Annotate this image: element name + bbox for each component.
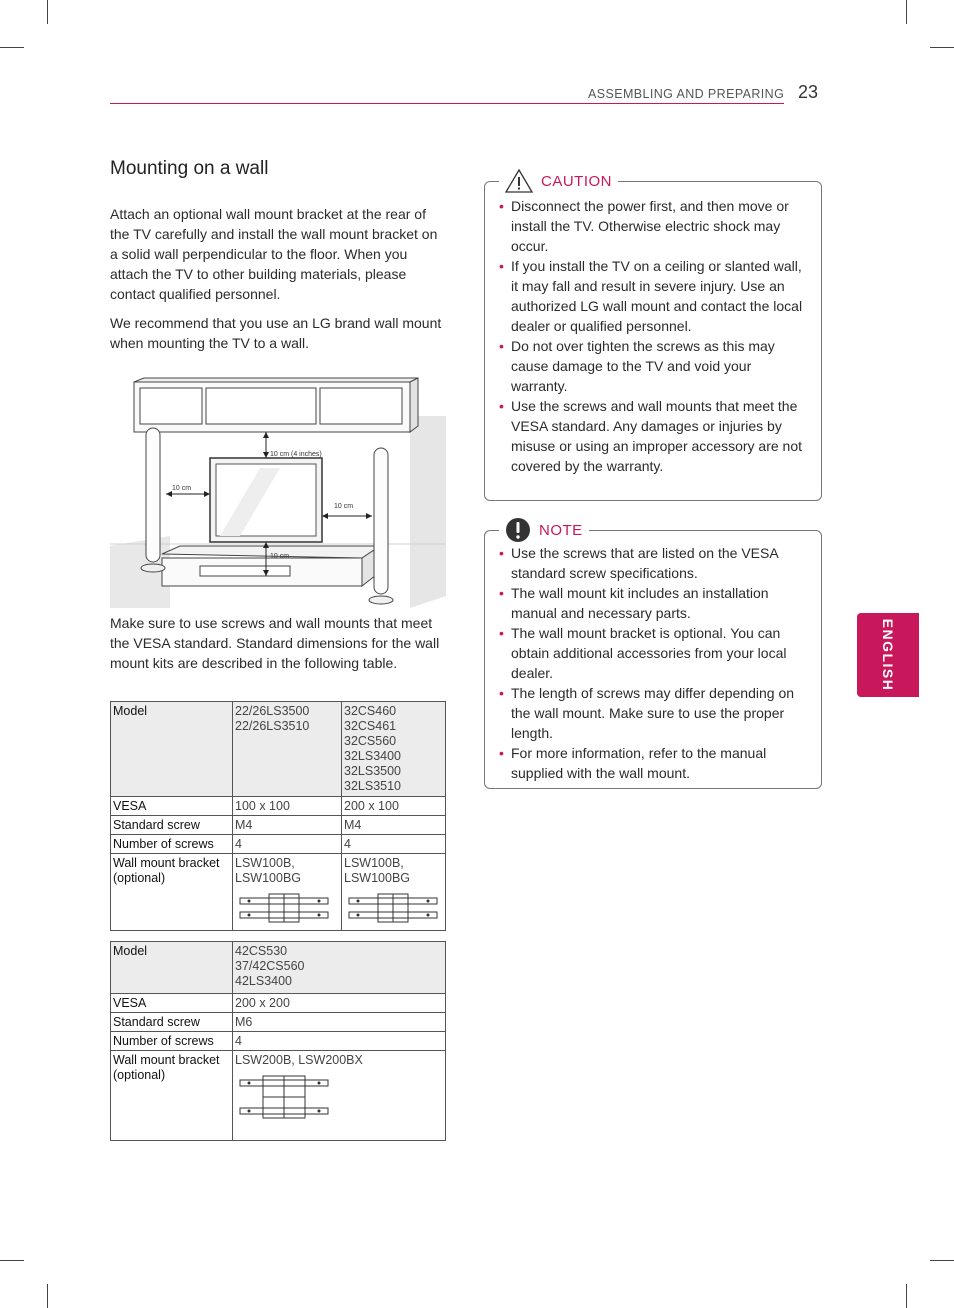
row-label-model: Model bbox=[111, 702, 233, 797]
header-section-title: ASSEMBLING AND PREPARING bbox=[588, 87, 785, 101]
wall-bracket-icon bbox=[239, 1074, 329, 1120]
list-item: • The wall mount bracket is optional. You can obtain additional accessories from your local dealer. bbox=[499, 625, 787, 681]
row-label-vesa: VESA bbox=[111, 994, 233, 1013]
list-item: • Disconnect the power first, and then move or install the TV. Otherwise electric shock may occur. bbox=[499, 198, 789, 254]
list-item-text: Do not over tighten the screws as this may cause damage to the TV and void your warranty. bbox=[511, 338, 775, 394]
model-cell: 42CS530 37/42CS560 42LS3400 bbox=[233, 942, 446, 994]
list-item-text: Use the screws and wall mounts that meet the VESA standard. Any damages or injuries by misuse or using an improper accessory are not covered by the warranty. bbox=[511, 398, 803, 474]
clearance-label-right: 10 cm bbox=[334, 503, 354, 510]
list-item: • For more information, refer to the manual supplied with the wall mount. bbox=[499, 745, 767, 781]
list-item-text: Disconnect the power first, and then move or install the TV. Otherwise electric shock may occur. bbox=[511, 198, 789, 254]
bracket-cell bbox=[233, 1051, 446, 1141]
note-box bbox=[484, 521, 822, 789]
row-label-wall-mount-bracket: Wall mount bracket (optional) bbox=[111, 1051, 233, 1141]
table-intro-paragraph: Make sure to use screws and wall mounts that meet the VESA standard. Standard dimensions for the wall mount kits are described in the following table. bbox=[110, 615, 440, 671]
vesa-spec-table-1 bbox=[110, 701, 446, 931]
warning-triangle-icon bbox=[505, 169, 533, 193]
vesa-cell: 100 x 100 bbox=[233, 797, 342, 816]
wall-mount-clearance-illustration bbox=[110, 376, 446, 608]
crop-mark bbox=[0, 1260, 24, 1261]
bracket-model-text: LSW100B, LSW100BG bbox=[344, 856, 411, 885]
list-item-text: For more information, refer to the manual supplied with the wall mount. bbox=[511, 745, 767, 781]
exclamation-circle-icon bbox=[505, 517, 531, 543]
list-item: • Do not over tighten the screws as this may cause damage to the TV and void your warranty. bbox=[499, 338, 775, 394]
row-label-vesa: VESA bbox=[111, 797, 233, 816]
row-label-number-of-screws: Number of screws bbox=[111, 1032, 233, 1051]
caution-title: CAUTION bbox=[541, 172, 612, 190]
crop-mark bbox=[0, 47, 24, 48]
list-item: • The length of screws may differ depending on the wall mount. Make sure to use the proper length. bbox=[499, 685, 795, 741]
crop-mark bbox=[47, 0, 48, 24]
bracket-cell bbox=[233, 854, 342, 931]
caution-list bbox=[499, 196, 809, 476]
caution-header bbox=[499, 168, 618, 194]
clearance-label-bottom: 10 cm bbox=[270, 553, 290, 560]
list-item-text: If you install the TV on a ceiling or slanted wall, it may fall and result in severe injury. Use an authorized LG wall mount and contact the local dealer or qualified personnel. bbox=[511, 258, 803, 334]
row-label-wall-mount-bracket: Wall mount bracket (optional) bbox=[111, 854, 233, 931]
crop-mark bbox=[906, 0, 907, 24]
vesa-cell: 200 x 100 bbox=[342, 797, 446, 816]
list-item: • Use the screws and wall mounts that meet the VESA standard. Any damages or injuries by misuse or using an improper accessory are not covered by the warranty. bbox=[499, 398, 803, 474]
caution-box bbox=[484, 172, 822, 501]
list-item-text: The wall mount bracket is optional. You can obtain additional accessories from your local dealer. bbox=[511, 625, 787, 681]
list-item: • If you install the TV on a ceiling or slanted wall, it may fall and result in severe injury. Use an authorized LG wall mount and contact the local dealer or qualified personnel. bbox=[499, 258, 803, 334]
bracket-model-text: LSW100B, LSW100BG bbox=[235, 856, 302, 885]
screw-cell: M4 bbox=[342, 816, 446, 835]
wall-bracket-icon bbox=[239, 892, 329, 924]
crop-mark bbox=[930, 47, 954, 48]
clearance-label-left: 10 cm bbox=[172, 485, 192, 492]
list-item-text: The wall mount kit includes an installation manual and necessary parts. bbox=[511, 585, 769, 621]
row-label-number-of-screws: Number of screws bbox=[111, 835, 233, 854]
note-title: NOTE bbox=[539, 521, 583, 539]
list-item-text: The length of screws may differ depending on the wall mount. Make sure to use the proper length. bbox=[511, 685, 795, 741]
screw-count-cell: 4 bbox=[233, 1032, 446, 1051]
list-item-text: Use the screws that are listed on the VESA standard screw specifications. bbox=[511, 545, 778, 581]
screw-count-cell: 4 bbox=[342, 835, 446, 854]
screw-cell: M6 bbox=[233, 1013, 446, 1032]
note-header bbox=[499, 517, 589, 543]
bracket-cell bbox=[342, 854, 446, 931]
page-number: 23 bbox=[798, 82, 819, 102]
wall-bracket-icon bbox=[348, 892, 438, 924]
model-cell: 22/26LS3500 22/26LS3510 bbox=[233, 702, 342, 797]
bracket-model-text: LSW200B, LSW200BX bbox=[235, 1053, 363, 1067]
crop-mark bbox=[930, 1260, 954, 1261]
row-label-model: Model bbox=[111, 942, 233, 994]
row-label-standard-screw: Standard screw bbox=[111, 1013, 233, 1032]
intro-paragraph-1: Attach an optional wall mount bracket at the rear of the TV carefully and install the wall mount bracket on a solid wall perpendicular to the floor. When you attach the TV to other building materials, please contact qualified personnel. bbox=[110, 206, 438, 302]
crop-mark bbox=[906, 1284, 907, 1308]
row-label-standard-screw: Standard screw bbox=[111, 816, 233, 835]
language-tab-label: ENGLISH bbox=[880, 618, 896, 692]
language-tab bbox=[857, 613, 919, 697]
screw-count-cell: 4 bbox=[233, 835, 342, 854]
list-item: • Use the screws that are listed on the VESA standard screw specifications. bbox=[499, 545, 778, 581]
header-rule bbox=[110, 103, 784, 104]
note-list bbox=[499, 543, 809, 783]
list-item: • The wall mount kit includes an installation manual and necessary parts. bbox=[499, 585, 769, 621]
model-cell: 32CS460 32CS461 32CS560 32LS3400 32LS3500 32LS3510 bbox=[342, 702, 446, 797]
vesa-cell: 200 x 200 bbox=[233, 994, 446, 1013]
intro-paragraph-2: We recommend that you use an LG brand wall mount when mounting the TV to a wall. bbox=[110, 315, 442, 351]
screw-cell: M4 bbox=[233, 816, 342, 835]
page-title: Mounting on a wall bbox=[110, 158, 269, 179]
crop-mark bbox=[47, 1284, 48, 1308]
vesa-spec-table-2 bbox=[110, 941, 446, 1141]
clearance-label-top: 10 cm (4 inches) bbox=[270, 451, 322, 458]
